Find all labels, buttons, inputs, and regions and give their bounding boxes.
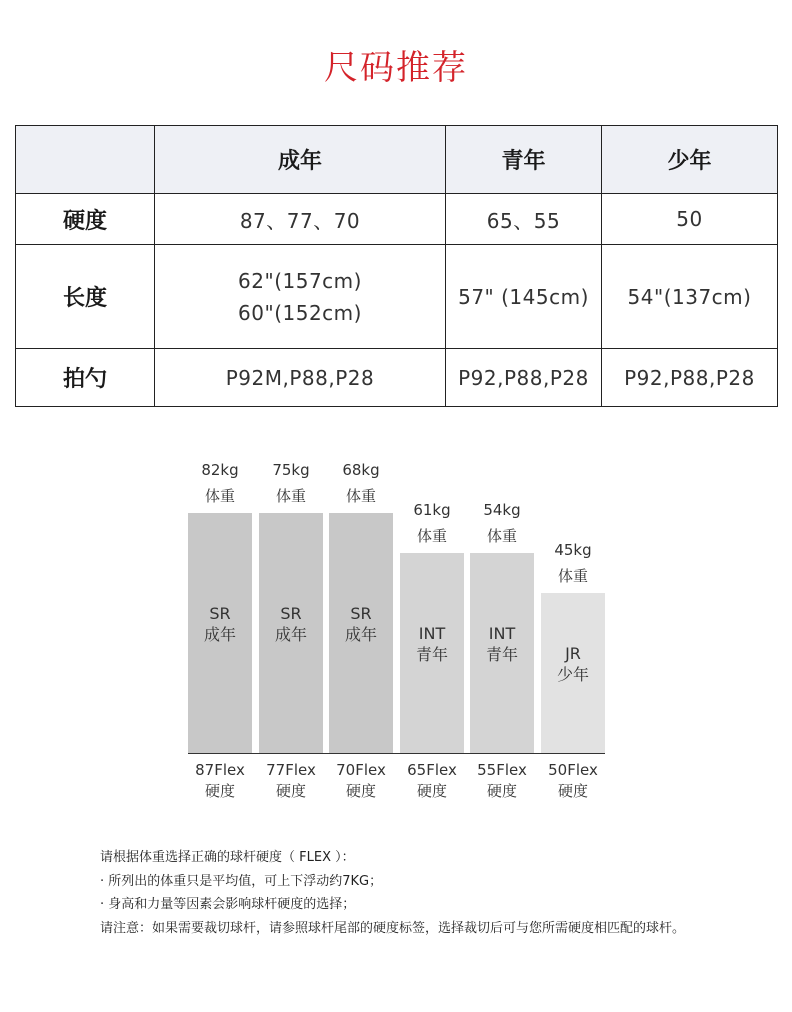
column-header-youth: 青年 xyxy=(446,126,602,194)
cell-length-junior: 54"(137cm) xyxy=(602,245,778,349)
cell-length-adult-line-1: 62"(157cm) xyxy=(238,268,362,293)
bar-65flex xyxy=(400,553,464,753)
chart-baseline xyxy=(188,753,605,754)
bar-label-line: 成年 xyxy=(344,625,377,644)
bar-label-line: 青年 xyxy=(485,645,518,664)
category-caption: 硬度 xyxy=(416,782,447,800)
bar-label-line: INT xyxy=(488,624,516,643)
bar-77flex xyxy=(259,513,323,753)
note-item-factors: · 身高和力量等因素会影响球杆硬度的选择； xyxy=(100,897,356,912)
bar-label xyxy=(470,623,534,665)
weight-label xyxy=(188,457,252,509)
cell-blade-adult: P92M,P88,P28 xyxy=(155,349,446,407)
category-label xyxy=(470,760,534,802)
bar-label xyxy=(400,623,464,665)
category-label xyxy=(329,760,393,802)
cell-length-youth: 57" (145cm) xyxy=(446,245,602,349)
category-caption: 硬度 xyxy=(557,782,588,800)
weight-caption: 体重 xyxy=(557,567,588,585)
weight-caption: 体重 xyxy=(275,487,306,505)
weight-caption: 体重 xyxy=(204,487,235,505)
category-value: 65Flex xyxy=(407,761,457,779)
category-value: 87Flex xyxy=(195,761,245,779)
column-header-junior: 少年 xyxy=(602,126,778,194)
column-header-adult: 成年 xyxy=(155,126,446,194)
bar-label xyxy=(541,643,605,685)
weight-label xyxy=(329,457,393,509)
category-caption: 硬度 xyxy=(275,782,306,800)
bar-label xyxy=(329,603,393,645)
bar-50flex xyxy=(541,593,605,753)
weight-value: 75kg xyxy=(272,461,310,479)
page-title: 尺码推荐 xyxy=(324,48,468,88)
row-header-flex: 硬度 xyxy=(16,194,155,245)
category-label xyxy=(541,760,605,802)
cell-flex-youth: 65、55 xyxy=(446,194,602,245)
category-label xyxy=(400,760,464,802)
note-heading: 请根据体重选择正确的球杆硬度（ FLEX ）： xyxy=(100,850,355,865)
category-value: 55Flex xyxy=(477,761,527,779)
weight-value: 54kg xyxy=(483,501,521,519)
bar-label-line: SR xyxy=(350,604,372,623)
bar-label xyxy=(188,603,252,645)
cell-blade-junior: P92,P88,P28 xyxy=(602,349,778,407)
bar-label-line: 成年 xyxy=(203,625,236,644)
cell-flex-junior: 50 xyxy=(602,194,778,245)
category-value: 77Flex xyxy=(266,761,316,779)
category-label xyxy=(259,760,323,802)
category-caption: 硬度 xyxy=(486,782,517,800)
cell-length-adult-line-2: 60"(152cm) xyxy=(238,300,362,325)
weight-value: 45kg xyxy=(554,541,592,559)
bar-label-line: SR xyxy=(209,604,231,623)
category-value: 70Flex xyxy=(336,761,386,779)
category-value: 50Flex xyxy=(548,761,598,779)
bar-55flex xyxy=(470,553,534,753)
notes xyxy=(100,846,780,940)
bar-label-line: 少年 xyxy=(556,665,589,684)
category-label xyxy=(188,760,252,802)
bar-label-line: 成年 xyxy=(274,625,307,644)
bar-70flex xyxy=(329,513,393,753)
row-header-blade: 拍勺 xyxy=(16,349,155,407)
weight-value: 61kg xyxy=(413,501,451,519)
weight-label xyxy=(541,537,605,589)
weight-value: 68kg xyxy=(342,461,380,479)
bar-87flex xyxy=(188,513,252,753)
cell-flex-adult: 87、77、70 xyxy=(155,194,446,245)
category-caption: 硬度 xyxy=(204,782,235,800)
weight-caption: 体重 xyxy=(416,527,447,545)
bar-label-line: JR xyxy=(565,644,581,663)
weight-label xyxy=(470,497,534,549)
cell-blade-youth: P92,P88,P28 xyxy=(446,349,602,407)
bar-label xyxy=(259,603,323,645)
weight-label xyxy=(259,457,323,509)
bar-label-line: SR xyxy=(280,604,302,623)
weight-caption: 体重 xyxy=(486,527,517,545)
row-header-length: 长度 xyxy=(16,245,155,349)
bar-label-line: INT xyxy=(418,624,446,643)
weight-caption: 体重 xyxy=(345,487,376,505)
bar-label-line: 青年 xyxy=(415,645,448,664)
weight-label xyxy=(400,497,464,549)
note-item-weight: · 所列出的体重只是平均值，可上下浮动约7KG； xyxy=(100,873,383,889)
weight-value: 82kg xyxy=(201,461,239,479)
category-caption: 硬度 xyxy=(345,782,376,800)
note-cutting: 请注意：如果需要裁切球杆，请参照球杆尾部的硬度标签，选择裁切后可与您所需硬度相匹配的球杆。 xyxy=(100,920,686,936)
